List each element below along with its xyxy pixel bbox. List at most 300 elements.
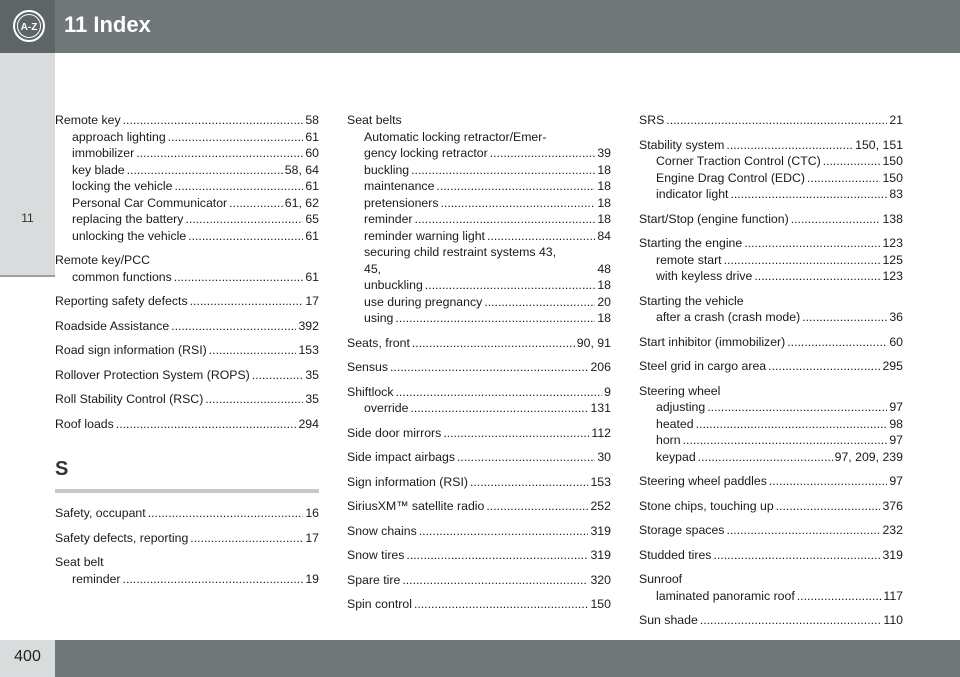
page-reference[interactable]: 206 — [590, 360, 611, 374]
leader-dots — [395, 310, 595, 327]
page-reference[interactable]: 61 — [305, 129, 319, 144]
index-term — [347, 425, 611, 442]
index-term — [639, 498, 903, 515]
index-subentry — [55, 269, 319, 286]
entry-text: Roll Stability Control (RSC) — [55, 392, 204, 406]
page-reference[interactable]: 150 — [882, 154, 903, 168]
entry-text: reminder — [72, 571, 121, 586]
leader-dots — [390, 359, 588, 376]
page-reference[interactable]: 61 — [305, 228, 319, 243]
index-term — [55, 367, 319, 384]
page-reference[interactable]: 30 — [597, 450, 611, 464]
index-entry — [639, 211, 903, 228]
entry-text: Snow chains — [347, 523, 417, 538]
index-entry — [639, 358, 903, 375]
leader-dots — [707, 399, 887, 416]
index-subentry — [55, 195, 319, 212]
index-entry — [347, 449, 611, 466]
index-column-1 — [55, 112, 319, 587]
entry-text: Storage spaces — [639, 523, 725, 537]
index-entry — [639, 334, 903, 351]
entry-text: Stone chips, touching up — [639, 498, 774, 513]
index-subentry — [55, 178, 319, 195]
index-group-s — [55, 505, 319, 587]
index-term — [639, 473, 903, 490]
index-subentry — [347, 400, 611, 417]
leader-dots — [123, 112, 304, 129]
index-entry — [55, 293, 319, 310]
entry-text: adjusting — [656, 400, 706, 414]
index-term — [55, 342, 319, 359]
entry-text: Sign information (RSI) — [347, 474, 468, 489]
entry-text: Start inhibitor (immobilizer) — [639, 334, 786, 349]
entry-text: Side impact airbags — [347, 450, 455, 464]
index-subentry — [347, 277, 611, 294]
page-reference[interactable]: 319 — [590, 548, 611, 562]
index-subentry — [639, 416, 903, 433]
leader-dots — [127, 162, 283, 179]
entry-text: Sun shade — [639, 613, 698, 627]
svg-text:A-Z: A-Z — [20, 22, 38, 33]
entry-text: Road sign information (RSI) — [55, 343, 207, 357]
entry-text: Personal Car Communicator — [72, 195, 228, 210]
index-entry — [347, 547, 611, 564]
index-subentry — [639, 399, 903, 416]
entry-text: keypad — [656, 449, 696, 464]
entry-text: gency locking retractor — [364, 146, 488, 160]
index-term — [639, 612, 903, 629]
leader-dots — [174, 178, 303, 195]
index-subentry — [639, 268, 903, 285]
index-term — [347, 335, 611, 352]
page-reference[interactable]: 131 — [590, 401, 611, 415]
index-entry — [639, 522, 903, 539]
index-subentry — [639, 170, 903, 187]
index-entry — [639, 235, 903, 285]
index-subentry — [55, 228, 319, 245]
page-title: 11 Index — [64, 12, 151, 37]
leader-dots — [698, 449, 833, 466]
leader-dots — [415, 211, 596, 228]
index-entry — [639, 112, 903, 129]
index-entry — [55, 530, 319, 547]
entry-text: unbuckling — [364, 278, 423, 292]
page-reference[interactable]: 35 — [305, 392, 319, 406]
page-reference[interactable]: 97 — [889, 474, 903, 488]
entry-text: Corner Traction Control (CTC) — [656, 154, 821, 168]
leader-dots — [136, 145, 303, 162]
page-reference[interactable]: 295 — [882, 359, 903, 373]
entry-text: common functions — [72, 269, 172, 284]
index-entry — [639, 293, 903, 326]
leader-dots — [441, 195, 596, 212]
index-term — [347, 359, 611, 376]
page-reference[interactable]: 117 — [883, 588, 903, 603]
leader-dots — [414, 596, 589, 613]
index-subentry — [639, 186, 903, 203]
leader-dots — [123, 571, 304, 588]
index-subentry — [347, 294, 611, 311]
page-reference[interactable]: 125 — [882, 252, 903, 267]
index-term — [639, 235, 903, 252]
entry-text: heated — [656, 416, 694, 431]
entry-text: Side door mirrors — [347, 425, 442, 440]
index-entry — [639, 612, 903, 629]
index-term — [639, 571, 903, 588]
page-reference[interactable]: 60 — [305, 146, 319, 160]
leader-dots — [713, 547, 880, 564]
index-subentry — [347, 310, 611, 327]
leader-dots — [490, 145, 596, 162]
entry-text: approach lighting — [72, 129, 166, 144]
entry-text: Remote key/PCC — [55, 253, 150, 267]
page-reference[interactable]: 98 — [889, 416, 903, 431]
index-entry — [55, 505, 319, 522]
page-reference[interactable]: 294 — [298, 416, 319, 431]
index-subentry — [55, 571, 319, 588]
leader-dots — [406, 547, 588, 564]
page-reference[interactable]: 319 — [882, 547, 903, 562]
entry-text: Spare tire — [347, 572, 401, 587]
entry-text: Start/Stop (engine function) — [639, 211, 789, 226]
leader-dots — [402, 572, 588, 589]
index-entry — [347, 112, 611, 327]
leader-dots — [457, 449, 595, 466]
index-subentry — [55, 211, 319, 228]
page-reference[interactable]: 18 — [597, 212, 611, 226]
entry-text: Safety defects, reporting — [55, 530, 189, 545]
entry-text: Starting the engine — [639, 236, 743, 250]
page-reference[interactable]: 138 — [882, 211, 903, 226]
page-reference[interactable]: 39 — [597, 146, 611, 160]
leader-dots — [769, 473, 887, 490]
entry-text: maintenance — [364, 179, 435, 193]
entry-text: horn — [656, 433, 681, 447]
page-reference[interactable]: 123 — [882, 236, 903, 250]
leader-dots — [395, 384, 602, 401]
entry-text: Rollover Protection System (ROPS) — [55, 367, 250, 382]
leader-dots — [425, 277, 596, 294]
leader-dots — [190, 530, 303, 547]
entry-text: Shiftlock — [347, 384, 394, 399]
index-subentry — [55, 145, 319, 162]
leader-dots — [754, 268, 880, 285]
entry-text: Studded tires — [639, 547, 712, 562]
index-term — [347, 112, 611, 129]
index-term — [55, 530, 319, 547]
entry-text: Roadside Assistance — [55, 318, 170, 333]
index-term — [347, 523, 611, 540]
leader-dots — [411, 162, 595, 179]
entry-text: Roof loads — [55, 416, 114, 431]
page-reference[interactable]: 65 — [305, 212, 319, 226]
index-term — [55, 252, 319, 269]
index-subentry — [639, 588, 903, 605]
entry-text: using — [364, 311, 394, 325]
entry-text: indicator light — [656, 187, 729, 201]
index-group-r — [55, 112, 319, 432]
leader-dots — [730, 186, 887, 203]
index-term — [347, 474, 611, 491]
entry-text: Sunroof — [639, 572, 683, 586]
page-reference[interactable]: 110 — [883, 613, 903, 627]
leader-dots — [802, 309, 887, 326]
page-reference[interactable]: 112 — [591, 425, 611, 440]
leader-dots — [726, 137, 853, 154]
page-header — [0, 0, 960, 53]
entry-text: Stability system — [639, 137, 725, 152]
index-term — [639, 522, 903, 539]
page-reference[interactable]: 58, 64 — [284, 162, 319, 177]
page-reference[interactable]: 17 — [305, 530, 319, 545]
entry-text: Steering wheel — [639, 383, 721, 398]
entry-text: reminder — [364, 212, 413, 226]
page-reference[interactable]: 35 — [305, 367, 319, 382]
index-term — [639, 112, 903, 129]
entry-text: buckling — [364, 162, 410, 177]
entry-text: SRS — [639, 113, 665, 127]
index-entry — [639, 571, 903, 604]
index-subentry — [347, 228, 611, 245]
index-term — [639, 293, 903, 310]
index-subentry — [639, 309, 903, 326]
index-entry — [55, 391, 319, 408]
az-index-icon — [12, 9, 46, 43]
index-term — [639, 547, 903, 564]
entry-text: locking the vehicle — [72, 179, 173, 193]
leader-dots — [209, 342, 297, 359]
entry-text: Snow tires — [347, 548, 405, 562]
index-column-2 — [347, 112, 611, 613]
index-entry — [639, 137, 903, 203]
entry-text: remote start — [656, 252, 722, 267]
page-reference[interactable]: 18 — [597, 179, 611, 193]
entry-text: override — [364, 401, 409, 415]
chapter-number: 11 — [21, 211, 34, 225]
page-reference[interactable]: 97, 209, 239 — [834, 449, 903, 464]
page-reference[interactable]: 61 — [305, 269, 319, 284]
page-footer — [0, 640, 960, 677]
index-term — [639, 334, 903, 351]
index-subentry — [347, 261, 611, 278]
leader-dots — [443, 425, 589, 442]
page-reference[interactable]: 36 — [889, 310, 903, 324]
entry-text: Steering wheel paddles — [639, 474, 767, 488]
index-entry — [347, 425, 611, 442]
leader-dots — [487, 228, 595, 245]
index-subentry — [55, 129, 319, 146]
leader-dots — [700, 612, 882, 629]
page-reference[interactable]: 18 — [597, 195, 611, 210]
leader-dots — [419, 523, 589, 540]
page-number: 400 — [14, 648, 41, 665]
index-entry — [347, 572, 611, 589]
index-subentry — [347, 244, 611, 261]
index-term — [347, 572, 611, 589]
entry-text: Automatic locking retractor/Emer- — [364, 129, 547, 144]
index-entry — [55, 554, 319, 587]
page-reference[interactable]: 20 — [597, 294, 611, 309]
leader-dots — [171, 318, 296, 335]
page-reference[interactable]: 153 — [590, 474, 611, 489]
index-term — [347, 384, 611, 401]
index-entry — [55, 252, 319, 285]
page-reference[interactable]: 319 — [590, 523, 611, 538]
index-entry — [347, 523, 611, 540]
page-reference[interactable]: 90, 91 — [576, 335, 611, 350]
page-reference[interactable]: 150 — [590, 597, 611, 611]
leader-dots — [436, 178, 595, 195]
leader-dots — [174, 269, 304, 286]
page-reference[interactable]: 232 — [882, 523, 903, 537]
index-entry — [55, 416, 319, 433]
leader-dots — [768, 358, 880, 375]
page-reference[interactable]: 9 — [604, 384, 611, 399]
section-divider — [55, 489, 319, 493]
index-entry — [639, 473, 903, 490]
page-reference[interactable]: 18 — [597, 278, 611, 292]
leader-dots — [696, 416, 888, 433]
index-entry — [55, 318, 319, 335]
page-reference[interactable]: 17 — [305, 294, 319, 308]
leader-dots — [486, 498, 588, 515]
index-term — [639, 383, 903, 400]
leader-dots — [797, 588, 882, 605]
entry-text: Remote key — [55, 113, 121, 127]
page-reference[interactable]: 97 — [889, 433, 903, 447]
page-reference[interactable]: 61 — [305, 179, 319, 193]
index-entry — [347, 596, 611, 613]
page-reference[interactable]: 61, 62 — [284, 195, 319, 210]
page-reference[interactable]: 19 — [305, 571, 319, 586]
leader-dots — [252, 367, 304, 384]
leader-dots — [148, 505, 304, 522]
leader-dots — [185, 211, 303, 228]
leader-dots — [470, 474, 589, 491]
entry-text: replacing the battery — [72, 212, 184, 226]
index-entry — [55, 112, 319, 244]
leader-dots — [823, 153, 881, 170]
page-reference[interactable]: 320 — [590, 572, 611, 587]
page-reference[interactable]: 60 — [889, 334, 903, 349]
page-reference[interactable]: 21 — [889, 113, 903, 127]
leader-dots — [724, 252, 881, 269]
index-term — [55, 391, 319, 408]
page-reference[interactable]: 18 — [597, 311, 611, 325]
index-subentry — [347, 145, 611, 162]
index-term — [347, 547, 611, 564]
page-reference[interactable]: 18 — [597, 162, 611, 177]
index-term — [55, 505, 319, 522]
entry-text: Seat belt — [55, 555, 104, 569]
index-term — [639, 211, 903, 228]
leader-dots — [484, 294, 595, 311]
entry-text: SiriusXM™ satellite radio — [347, 499, 485, 513]
entry-text: Engine Drag Control (EDC) — [656, 170, 805, 185]
page-reference[interactable]: 16 — [305, 506, 319, 520]
index-term — [55, 318, 319, 335]
index-entry — [55, 367, 319, 384]
entry-text: Starting the vehicle — [639, 293, 744, 308]
entry-text: 45, — [364, 261, 382, 276]
index-subentry — [639, 432, 903, 449]
index-term — [55, 293, 319, 310]
leader-dots — [744, 235, 880, 252]
index-term — [347, 498, 611, 515]
leader-dots — [791, 211, 881, 228]
index-entry — [347, 498, 611, 515]
leader-dots — [787, 334, 887, 351]
leader-dots — [683, 432, 888, 449]
entry-text: Safety, occupant — [55, 506, 146, 520]
header-icon-tab — [0, 0, 55, 53]
index-entry — [639, 547, 903, 564]
index-subentry — [347, 178, 611, 195]
leader-dots — [807, 170, 880, 187]
page-reference[interactable]: 48 — [597, 261, 611, 276]
entry-text: pretensioners — [364, 195, 439, 210]
page-reference[interactable]: 83 — [889, 187, 903, 201]
index-entry — [55, 342, 319, 359]
index-entry — [639, 383, 903, 466]
index-column-3 — [639, 112, 903, 629]
page-number-tab — [0, 640, 55, 677]
entry-text: use during pregnancy — [364, 294, 483, 309]
leader-dots — [410, 400, 588, 417]
entry-text: laminated panoramic roof — [656, 588, 795, 603]
page-reference[interactable]: 84 — [597, 228, 611, 243]
entry-text: Reporting safety defects — [55, 294, 188, 308]
leader-dots — [726, 522, 880, 539]
index-term — [639, 358, 903, 375]
leader-dots — [190, 293, 304, 310]
entry-text: Steel grid in cargo area — [639, 359, 767, 373]
leader-dots — [412, 335, 575, 352]
leader-dots — [666, 112, 887, 129]
page-reference[interactable]: 252 — [590, 499, 611, 513]
index-entry — [347, 474, 611, 491]
index-term — [55, 554, 319, 571]
index-subentry — [639, 252, 903, 269]
leader-dots — [229, 195, 283, 212]
section-letter-block — [55, 458, 319, 493]
leader-dots — [188, 228, 303, 245]
entry-text: Seat belts — [347, 113, 402, 127]
entry-text: Seats, front — [347, 335, 410, 350]
entry-text: key blade — [72, 162, 125, 177]
index-entry — [347, 335, 611, 352]
page-reference[interactable]: 376 — [882, 498, 903, 513]
page-reference[interactable]: 150 — [882, 170, 903, 185]
leader-dots — [776, 498, 881, 515]
index-subentry — [639, 449, 903, 466]
index-term — [347, 449, 611, 466]
entry-text: Sensus — [347, 360, 389, 374]
leader-dots — [168, 129, 304, 146]
page-reference[interactable]: 97 — [889, 400, 903, 414]
index-entry — [639, 498, 903, 515]
page-reference[interactable]: 123 — [882, 269, 903, 283]
page-reference[interactable]: 392 — [298, 318, 319, 333]
index-entry — [347, 384, 611, 417]
index-subentry — [347, 129, 611, 146]
leader-dots — [205, 391, 303, 408]
page-reference[interactable]: 58 — [305, 113, 319, 127]
index-term — [55, 416, 319, 433]
page-reference[interactable]: 153 — [298, 343, 319, 357]
page-reference[interactable]: 150, 151 — [855, 137, 903, 152]
entry-text: after a crash (crash mode) — [656, 310, 801, 324]
